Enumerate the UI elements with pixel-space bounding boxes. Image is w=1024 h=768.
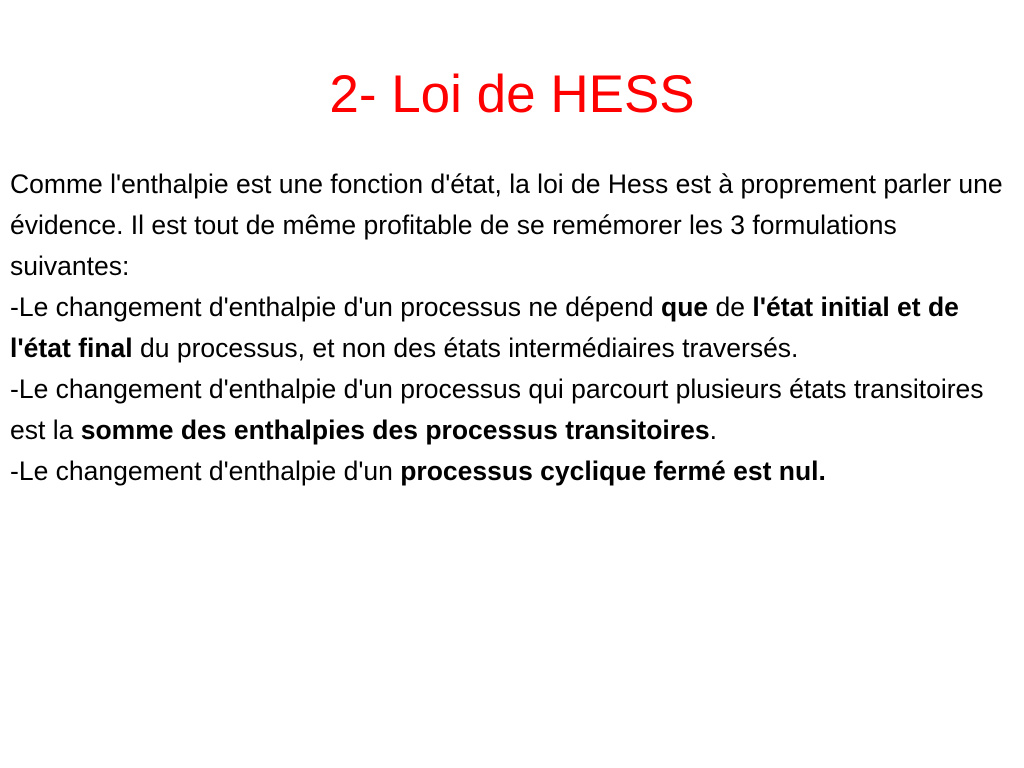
- formulation-1-bold-states: l'état initial et de l'état final: [10, 292, 959, 363]
- formulation-2-bold-sum: somme des enthalpies des processus transitoires: [80, 415, 710, 445]
- slide-body: [10, 164, 1014, 492]
- formulation-3-text-a: -Le changement d'enthalpie d'un: [10, 456, 401, 486]
- formulation-1-bold-que: que: [661, 292, 709, 322]
- formulation-1-text-c: du processus, et non des états intermédiaires traversés.: [132, 333, 799, 363]
- formulation-2-text-a: -Le changement d'enthalpie d'un processus qui parcourt plusieurs états transitoires est la: [10, 374, 984, 445]
- formulation-3: [10, 451, 1014, 492]
- formulation-2-text-b: .: [709, 415, 717, 445]
- formulation-1: [10, 287, 1014, 369]
- intro-paragraph: Comme l'enthalpie est une fonction d'état, la loi de Hess est à proprement parler une évidence. Il est tout de même profitable de se remémorer les 3 formulations suivantes:: [10, 169, 1003, 281]
- formulation-2: [10, 369, 1014, 451]
- formulation-1-text-a: -Le changement d'enthalpie d'un processus ne dépend: [10, 292, 662, 322]
- formulation-3-bold-cycle: processus cyclique fermé est nul.: [400, 456, 826, 486]
- formulation-1-text-b: de: [708, 292, 753, 322]
- slide-title: 2- Loi de HESS: [329, 65, 695, 124]
